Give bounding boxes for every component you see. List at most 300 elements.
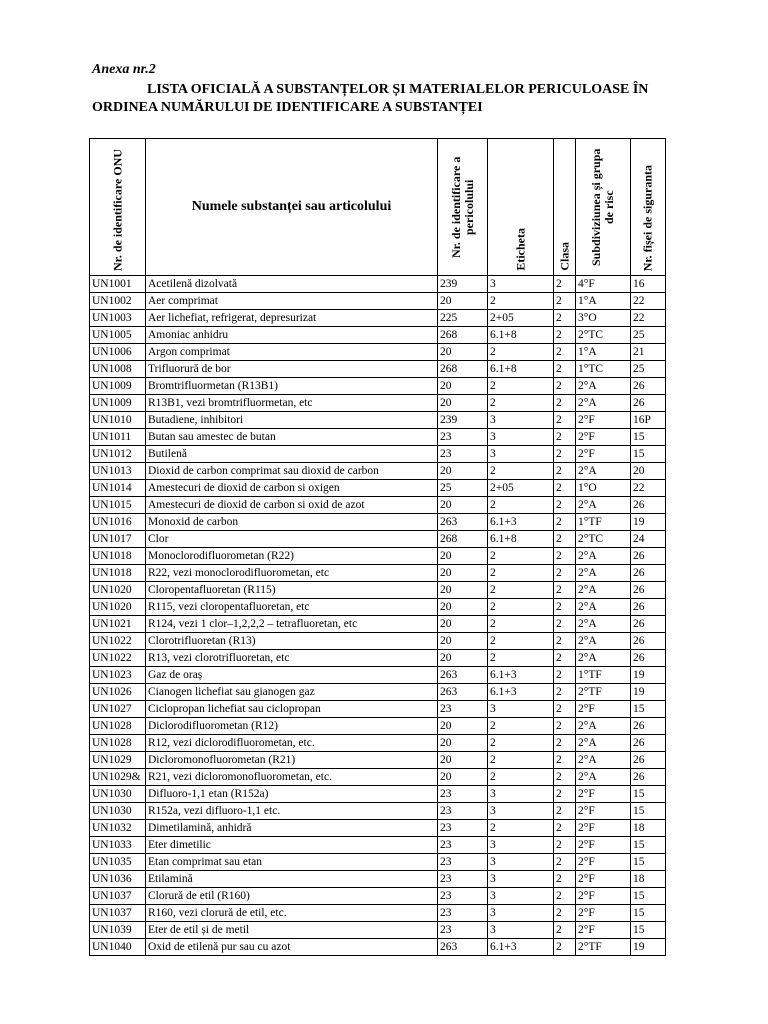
cell-name: Butadiene, inhibitori: [146, 412, 438, 429]
cell-subdivision: 1°O: [576, 480, 631, 497]
cell-name: R124, vezi 1 clor–1,2,2,2 – tetrafluoretan, etc: [146, 616, 438, 633]
cell-class: 2: [554, 497, 576, 514]
cell-safety: 26: [631, 718, 666, 735]
cell-onu: UN1005: [90, 327, 146, 344]
table-row: [90, 480, 666, 497]
cell-safety: 22: [631, 310, 666, 327]
cell-name: Ciclopropan lichefiat sau ciclopropan: [146, 701, 438, 718]
cell-onu: UN1020: [90, 599, 146, 616]
cell-name: Butan sau amestec de butan: [146, 429, 438, 446]
cell-name: Amestecuri de dioxid de carbon si oxigen: [146, 480, 438, 497]
table-row: [90, 582, 666, 599]
cell-onu: UN1011: [90, 429, 146, 446]
table-row: [90, 803, 666, 820]
cell-subdivision: 2°A: [576, 497, 631, 514]
table-row: [90, 548, 666, 565]
cell-name: Clorotrifluoretan (R13): [146, 633, 438, 650]
cell-name: Monoxid de carbon: [146, 514, 438, 531]
cell-safety: 18: [631, 820, 666, 837]
cell-name: Dioxid de carbon comprimat sau dioxid de carbon: [146, 463, 438, 480]
cell-label: 3: [488, 905, 554, 922]
cell-onu: UN1003: [90, 310, 146, 327]
cell-label: 2: [488, 582, 554, 599]
cell-onu: UN1012: [90, 446, 146, 463]
cell-hazard: 20: [438, 752, 488, 769]
table-row: [90, 752, 666, 769]
cell-safety: 26: [631, 599, 666, 616]
cell-name: Monoclorodifluorometan (R22): [146, 548, 438, 565]
title-line-2: ORDINEA NUMĂRULUI DE IDENTIFICARE A SUBSTANȚEI: [92, 100, 483, 115]
cell-class: 2: [554, 565, 576, 582]
table-row: [90, 905, 666, 922]
cell-subdivision: 2°F: [576, 701, 631, 718]
table-row: [90, 871, 666, 888]
cell-onu: UN1017: [90, 531, 146, 548]
table-row: [90, 667, 666, 684]
cell-onu: UN1006: [90, 344, 146, 361]
cell-onu: UN1020: [90, 582, 146, 599]
cell-class: 2: [554, 293, 576, 310]
cell-hazard: 20: [438, 548, 488, 565]
cell-subdivision: 1°TF: [576, 514, 631, 531]
cell-hazard: 20: [438, 582, 488, 599]
cell-label: 6.1+3: [488, 667, 554, 684]
cell-hazard: 23: [438, 820, 488, 837]
cell-class: 2: [554, 820, 576, 837]
cell-label: 2: [488, 599, 554, 616]
table-row: [90, 735, 666, 752]
cell-label: 3: [488, 446, 554, 463]
cell-label: 2: [488, 548, 554, 565]
cell-label: 2: [488, 769, 554, 786]
cell-subdivision: 2°F: [576, 786, 631, 803]
cell-hazard: 23: [438, 854, 488, 871]
cell-safety: 22: [631, 293, 666, 310]
cell-hazard: 20: [438, 718, 488, 735]
cell-name: Trifluorură de bor: [146, 361, 438, 378]
header-label: Eticheta: [488, 139, 554, 276]
cell-hazard: 23: [438, 888, 488, 905]
cell-onu: UN1010: [90, 412, 146, 429]
cell-onu: UN1008: [90, 361, 146, 378]
cell-hazard: 23: [438, 429, 488, 446]
cell-class: 2: [554, 616, 576, 633]
cell-class: 2: [554, 939, 576, 956]
cell-name: Aer lichefiat, refrigerat, depresurizat: [146, 310, 438, 327]
header-onu: Nr. de identificare ONU: [90, 139, 146, 276]
table-row: [90, 327, 666, 344]
cell-onu: UN1018: [90, 548, 146, 565]
table-row: [90, 361, 666, 378]
cell-name: Cianogen lichefiat sau gianogen gaz: [146, 684, 438, 701]
cell-safety: 26: [631, 633, 666, 650]
cell-onu: UN1035: [90, 854, 146, 871]
cell-subdivision: 2°TF: [576, 684, 631, 701]
cell-class: 2: [554, 871, 576, 888]
cell-class: 2: [554, 548, 576, 565]
cell-subdivision: 2°F: [576, 412, 631, 429]
cell-safety: 26: [631, 378, 666, 395]
header-subdivision: Subdiviziunea și grupa de risc: [576, 139, 631, 276]
cell-name: R13, vezi clorotrifluoretan, etc: [146, 650, 438, 667]
cell-subdivision: 2°A: [576, 582, 631, 599]
cell-label: 6.1+3: [488, 684, 554, 701]
cell-class: 2: [554, 531, 576, 548]
header-hazard: Nr. de identificare a pericolului: [438, 139, 488, 276]
cell-subdivision: 2°A: [576, 752, 631, 769]
cell-class: 2: [554, 514, 576, 531]
cell-label: 3: [488, 871, 554, 888]
table-row: [90, 463, 666, 480]
cell-safety: 15: [631, 429, 666, 446]
cell-label: 2: [488, 650, 554, 667]
cell-hazard: 20: [438, 769, 488, 786]
cell-label: 2: [488, 616, 554, 633]
cell-safety: 15: [631, 922, 666, 939]
table-row: [90, 769, 666, 786]
header-name: Numele substanței sau articolului: [146, 139, 438, 276]
cell-label: 3: [488, 412, 554, 429]
table-row: [90, 854, 666, 871]
cell-label: 2: [488, 735, 554, 752]
cell-label: 6.1+3: [488, 514, 554, 531]
cell-class: 2: [554, 429, 576, 446]
cell-label: 3: [488, 888, 554, 905]
cell-safety: 24: [631, 531, 666, 548]
cell-safety: 26: [631, 565, 666, 582]
table-row: [90, 684, 666, 701]
cell-hazard: 23: [438, 922, 488, 939]
cell-hazard: 263: [438, 939, 488, 956]
cell-subdivision: 1°A: [576, 293, 631, 310]
header-class: Clasa: [554, 139, 576, 276]
table-row: [90, 837, 666, 854]
cell-name: Argon comprimat: [146, 344, 438, 361]
cell-subdivision: 2°A: [576, 735, 631, 752]
cell-label: 3: [488, 837, 554, 854]
cell-safety: 16: [631, 276, 666, 293]
table-row: [90, 650, 666, 667]
cell-subdivision: 4°F: [576, 276, 631, 293]
cell-hazard: 20: [438, 565, 488, 582]
cell-safety: 19: [631, 667, 666, 684]
cell-subdivision: 2°TF: [576, 939, 631, 956]
table-row: [90, 310, 666, 327]
table-row: [90, 718, 666, 735]
cell-name: Oxid de etilenă pur sau cu azot: [146, 939, 438, 956]
cell-onu: UN1027: [90, 701, 146, 718]
cell-label: 6.1+8: [488, 361, 554, 378]
cell-class: 2: [554, 684, 576, 701]
cell-label: 2: [488, 497, 554, 514]
cell-hazard: 23: [438, 786, 488, 803]
cell-hazard: 239: [438, 276, 488, 293]
cell-class: 2: [554, 803, 576, 820]
cell-subdivision: 2°F: [576, 429, 631, 446]
cell-name: Cloropentafluoretan (R115): [146, 582, 438, 599]
document-title: [92, 81, 692, 117]
annex-label: Anexa nr.2: [92, 62, 156, 77]
table-row: [90, 599, 666, 616]
cell-hazard: 20: [438, 497, 488, 514]
cell-onu: UN1018: [90, 565, 146, 582]
cell-hazard: 268: [438, 327, 488, 344]
cell-class: 2: [554, 310, 576, 327]
table-row: [90, 344, 666, 361]
cell-onu: UN1021: [90, 616, 146, 633]
cell-safety: 26: [631, 752, 666, 769]
cell-hazard: 20: [438, 344, 488, 361]
cell-hazard: 263: [438, 514, 488, 531]
cell-name: R115, vezi cloropentafluoretan, etc: [146, 599, 438, 616]
cell-subdivision: 2°A: [576, 616, 631, 633]
cell-class: 2: [554, 276, 576, 293]
cell-subdivision: 2°F: [576, 837, 631, 854]
table-row: [90, 446, 666, 463]
table-row: [90, 939, 666, 956]
cell-name: Amestecuri de dioxid de carbon si oxid de azot: [146, 497, 438, 514]
cell-name: Diclorodifluorometan (R12): [146, 718, 438, 735]
cell-label: 2: [488, 820, 554, 837]
table-row: [90, 701, 666, 718]
cell-label: 2: [488, 463, 554, 480]
cell-class: 2: [554, 718, 576, 735]
cell-class: 2: [554, 701, 576, 718]
cell-subdivision: 2°F: [576, 888, 631, 905]
cell-onu: UN1028: [90, 735, 146, 752]
cell-name: Aer comprimat: [146, 293, 438, 310]
cell-onu: UN1036: [90, 871, 146, 888]
cell-subdivision: 2°TC: [576, 327, 631, 344]
cell-class: 2: [554, 412, 576, 429]
cell-safety: 26: [631, 548, 666, 565]
cell-onu: UN1030: [90, 803, 146, 820]
cell-class: 2: [554, 463, 576, 480]
cell-class: 2: [554, 735, 576, 752]
cell-name: Clorură de etil (R160): [146, 888, 438, 905]
cell-subdivision: 3°O: [576, 310, 631, 327]
cell-onu: UN1013: [90, 463, 146, 480]
cell-onu: UN1026: [90, 684, 146, 701]
cell-safety: 15: [631, 854, 666, 871]
cell-class: 2: [554, 446, 576, 463]
cell-hazard: 20: [438, 633, 488, 650]
cell-safety: 16P: [631, 412, 666, 429]
cell-label: 2+05: [488, 480, 554, 497]
table-header-row: [90, 139, 666, 276]
cell-name: Dimetilamină, anhidră: [146, 820, 438, 837]
cell-class: 2: [554, 837, 576, 854]
cell-label: 3: [488, 786, 554, 803]
table-row: [90, 820, 666, 837]
cell-hazard: 25: [438, 480, 488, 497]
cell-hazard: 20: [438, 616, 488, 633]
cell-class: 2: [554, 888, 576, 905]
cell-onu: UN1009: [90, 395, 146, 412]
cell-label: 2: [488, 752, 554, 769]
cell-label: 3: [488, 701, 554, 718]
cell-safety: 26: [631, 650, 666, 667]
cell-name: Amoniac anhidru: [146, 327, 438, 344]
cell-name: Acetilenă dizolvată: [146, 276, 438, 293]
cell-onu: UN1015: [90, 497, 146, 514]
cell-onu: UN1002: [90, 293, 146, 310]
cell-safety: 26: [631, 616, 666, 633]
cell-hazard: 263: [438, 667, 488, 684]
cell-name: Clor: [146, 531, 438, 548]
table-row: [90, 922, 666, 939]
cell-label: 3: [488, 429, 554, 446]
cell-label: 6.1+8: [488, 327, 554, 344]
table-row: [90, 514, 666, 531]
cell-safety: 18: [631, 871, 666, 888]
cell-label: 6.1+3: [488, 939, 554, 956]
table-row: [90, 429, 666, 446]
cell-safety: 15: [631, 786, 666, 803]
cell-subdivision: 2°F: [576, 820, 631, 837]
cell-label: 2: [488, 633, 554, 650]
cell-label: 2: [488, 565, 554, 582]
cell-hazard: 20: [438, 293, 488, 310]
cell-label: 6.1+8: [488, 531, 554, 548]
cell-onu: UN1039: [90, 922, 146, 939]
cell-class: 2: [554, 361, 576, 378]
cell-safety: 15: [631, 905, 666, 922]
cell-name: Dicloromonofluorometan (R21): [146, 752, 438, 769]
cell-label: 2+05: [488, 310, 554, 327]
cell-safety: 26: [631, 395, 666, 412]
cell-name: R152a, vezi difluoro-1,1 etc.: [146, 803, 438, 820]
cell-label: 2: [488, 718, 554, 735]
cell-subdivision: 2°A: [576, 565, 631, 582]
table-row: [90, 276, 666, 293]
cell-name: R12, vezi diclorodifluorometan, etc.: [146, 735, 438, 752]
cell-safety: 25: [631, 361, 666, 378]
cell-class: 2: [554, 854, 576, 871]
cell-subdivision: 2°A: [576, 548, 631, 565]
cell-safety: 26: [631, 582, 666, 599]
cell-onu: UN1029: [90, 752, 146, 769]
cell-class: 2: [554, 769, 576, 786]
table-row: [90, 378, 666, 395]
cell-safety: 20: [631, 463, 666, 480]
cell-class: 2: [554, 327, 576, 344]
cell-name: Etan comprimat sau etan: [146, 854, 438, 871]
cell-safety: 21: [631, 344, 666, 361]
cell-name: R22, vezi monoclorodifluorometan, etc: [146, 565, 438, 582]
cell-subdivision: 2°A: [576, 633, 631, 650]
cell-subdivision: 2°F: [576, 803, 631, 820]
cell-onu: UN1022: [90, 650, 146, 667]
cell-hazard: 20: [438, 735, 488, 752]
cell-safety: 26: [631, 769, 666, 786]
cell-hazard: 225: [438, 310, 488, 327]
table-row: [90, 633, 666, 650]
table-body: [90, 276, 666, 956]
table-row: [90, 497, 666, 514]
cell-onu: UN1037: [90, 888, 146, 905]
cell-onu: UN1014: [90, 480, 146, 497]
table-row: [90, 616, 666, 633]
cell-onu: UN1029&: [90, 769, 146, 786]
cell-onu: UN1032: [90, 820, 146, 837]
cell-safety: 22: [631, 480, 666, 497]
cell-subdivision: 2°A: [576, 463, 631, 480]
cell-class: 2: [554, 599, 576, 616]
cell-hazard: 23: [438, 837, 488, 854]
cell-subdivision: 2°TC: [576, 531, 631, 548]
cell-label: 3: [488, 922, 554, 939]
cell-label: 3: [488, 276, 554, 293]
cell-onu: UN1009: [90, 378, 146, 395]
cell-label: 2: [488, 293, 554, 310]
cell-hazard: 20: [438, 395, 488, 412]
cell-onu: UN1001: [90, 276, 146, 293]
cell-class: 2: [554, 786, 576, 803]
cell-name: Etilamină: [146, 871, 438, 888]
cell-onu: UN1040: [90, 939, 146, 956]
cell-subdivision: 1°TC: [576, 361, 631, 378]
cell-subdivision: 2°F: [576, 905, 631, 922]
table-row: [90, 293, 666, 310]
cell-safety: 25: [631, 327, 666, 344]
title-line-1: LISTA OFICIALĂ A SUBSTANȚELOR ȘI MATERIALELOR PERICULOASE ÎN: [147, 82, 649, 97]
cell-onu: UN1033: [90, 837, 146, 854]
cell-subdivision: 1°A: [576, 344, 631, 361]
cell-subdivision: 2°F: [576, 871, 631, 888]
header-safety: Nr. fișei de siguranta: [631, 139, 666, 276]
cell-hazard: 20: [438, 463, 488, 480]
cell-subdivision: 2°F: [576, 922, 631, 939]
cell-label: 3: [488, 854, 554, 871]
cell-class: 2: [554, 650, 576, 667]
cell-name: Butilenă: [146, 446, 438, 463]
cell-hazard: 20: [438, 378, 488, 395]
cell-subdivision: 2°A: [576, 378, 631, 395]
cell-safety: 15: [631, 837, 666, 854]
cell-safety: 19: [631, 939, 666, 956]
cell-label: 2: [488, 395, 554, 412]
cell-hazard: 23: [438, 701, 488, 718]
cell-hazard: 20: [438, 650, 488, 667]
cell-subdivision: 2°F: [576, 854, 631, 871]
cell-name: Gaz de oraș: [146, 667, 438, 684]
cell-name: R13B1, vezi bromtrifluormetan, etc: [146, 395, 438, 412]
cell-label: 2: [488, 378, 554, 395]
cell-name: R160, vezi clorură de etil, etc.: [146, 905, 438, 922]
table-row: [90, 565, 666, 582]
cell-label: 2: [488, 344, 554, 361]
cell-class: 2: [554, 582, 576, 599]
cell-subdivision: 2°A: [576, 718, 631, 735]
cell-safety: 19: [631, 514, 666, 531]
table-row: [90, 412, 666, 429]
table-row: [90, 888, 666, 905]
cell-name: Difluoro-1,1 etan (R152a): [146, 786, 438, 803]
cell-name: Bromtrifluormetan (R13B1): [146, 378, 438, 395]
cell-subdivision: 2°F: [576, 446, 631, 463]
cell-hazard: 23: [438, 446, 488, 463]
cell-hazard: 268: [438, 531, 488, 548]
cell-safety: 15: [631, 701, 666, 718]
substances-table: [89, 138, 666, 956]
cell-safety: 26: [631, 735, 666, 752]
cell-hazard: 23: [438, 905, 488, 922]
cell-name: Eter dimetilic: [146, 837, 438, 854]
cell-safety: 15: [631, 888, 666, 905]
cell-onu: UN1016: [90, 514, 146, 531]
cell-safety: 15: [631, 803, 666, 820]
